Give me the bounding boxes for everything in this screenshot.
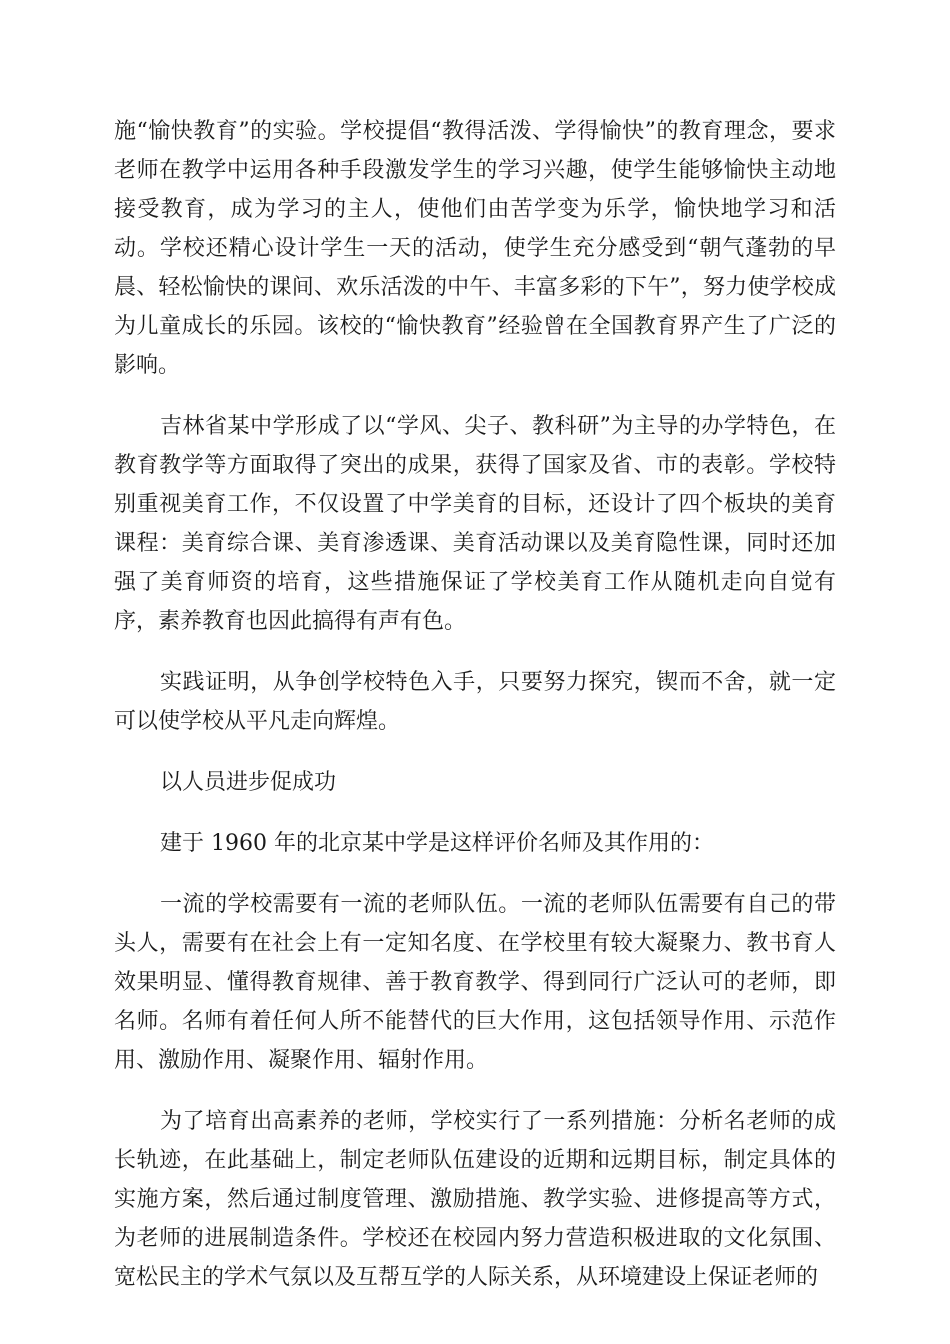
paragraph-practice-proves: 实践证明，从争创学校特色入手，只要努力探究，锲而不舍，就一定可以使学校从平凡走向辉煌。: [114, 670, 836, 734]
paragraph-first-class-teachers: 一流的学校需要有一流的老师队伍。一流的老师队伍需要有自己的带头人，需要有在社会上有一定知名度、在学校里有较大凝聚力、教书育人效果明显、懂得教育规律、善于教育教学、得到同行广泛认可的老师，即名师。名师有着任何人所不能替代的巨大作用，这包括领导作用、示范作用、激励作用、凝聚作用、辐射作用。: [114, 892, 836, 1073]
paragraph-happy-education: 施“愉快教育”的实验。学校提倡“教得活泼、学得愉快”的教育理念，要求老师在教学中运用各种手段激发学生的学习兴趣，使学生能够愉快主动地接受教育，成为学习的主人，使他们由苦学变为乐学，愉快地学习和活动。学校还精心设计学生一天的活动，使学生充分感受到“朝气蓬勃的早晨、轻松愉快的课间、欢乐活泼的中午、丰富多彩的下午”，努力使学校成为儿童成长的乐园。该校的“愉快教育”经验曾在全国教育界产生了广泛的影响。: [114, 119, 836, 378]
paragraph-training-measures: 为了培育出高素养的老师，学校实行了一系列措施：分析名老师的成长轨迹，在此基础上，制定老师队伍建设的近期和远期目标，制定具体的实施方案，然后通过制度管理、激励措施、教学实验、进修提高等方式，为老师的进展制造条件。学校还在校园内努力营造积极进取的文化氛围、宽松民主的学术气氛以及互帮互学的人际关系，从环境建设上保证老师的: [114, 1109, 836, 1290]
document-page: [114, 112, 836, 1319]
section-heading: 以人员进步促成功: [160, 770, 337, 795]
paragraph-jilin-school: 吉林省某中学形成了以“学风、尖子、教科研”为主导的办学特色，在教育教学等方面取得了突出的成果，获得了国家及省、市的表彰。学校特别重视美育工作，不仅设置了中学美育的目标，还设计了四个板块的美育课程：美育综合课、美育渗透课、美育活动课以及美育隐性课，同时还加强了美育师资的培育，这些措施保证了学校美育工作从随机走向自觉有序，素养教育也因此搞得有声有色。: [114, 414, 836, 634]
paragraph-beijing-school: 建于 1960 年的北京某中学是这样评价名师及其作用的：: [160, 831, 714, 856]
